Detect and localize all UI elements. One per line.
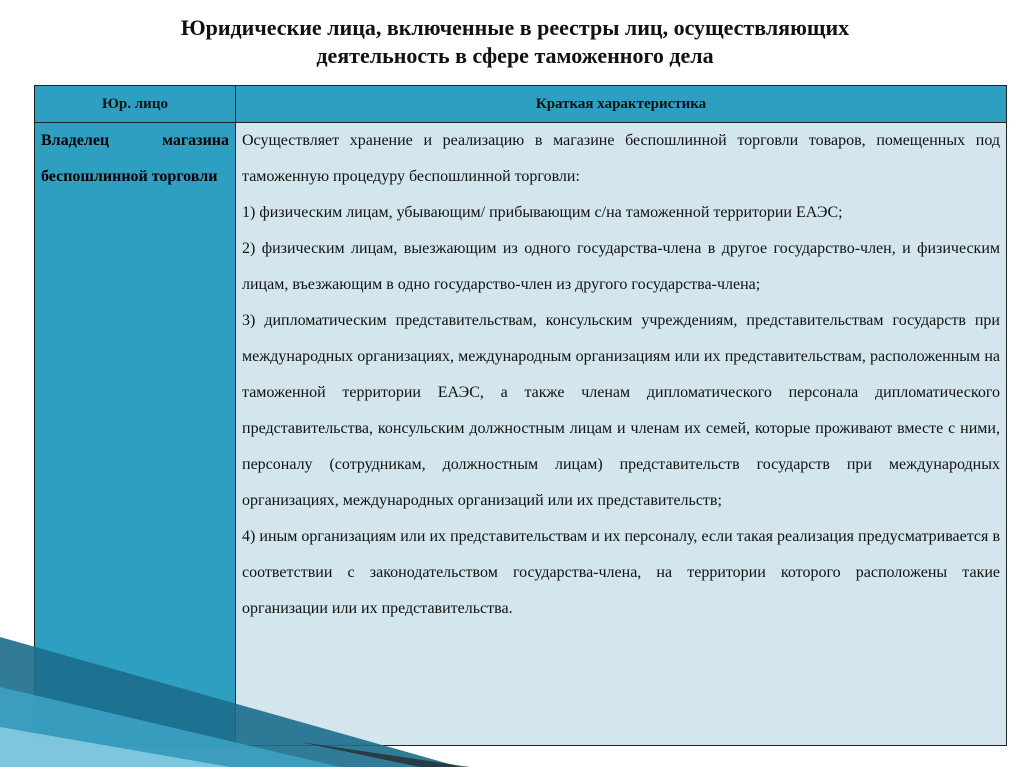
title-line-2: деятельность в сфере таможенного дела bbox=[316, 43, 714, 68]
title-line-1: Юридические лица, включенные в реестры лиц, осуществляющих bbox=[180, 15, 850, 40]
description-item-1: 1) физическим лицам, убывающим/ прибывающим с/на таможенной территории ЕАЭС; bbox=[242, 204, 843, 221]
description-item-4: 4) иным организациям или их представительствам и их персоналу, если такая реализация предусматривается в соответствии с законодательством государства-члена, на территории которого расположены такие организации или их представительства. bbox=[242, 528, 1000, 617]
table-row bbox=[35, 123, 1007, 746]
table-header-row bbox=[35, 86, 1007, 123]
header-entity: Юр. лицо bbox=[35, 86, 236, 123]
entity-cell: Владелец магазина беспошлинной торговли bbox=[35, 123, 236, 746]
description-item-3: 3) дипломатическим представительствам, консульским учреждениям, представительствам государств при международных организациях, международным организациям или их представительствам, расположенным на таможенной территории ЕАЭС, а также членам дипломатического персонала дипломатического представительства, консульским должностным лицам и членам их семей, которые проживают вместе с ними, персоналу (сотрудникам, должностным лицам) представительств государств при международных организациях, международных организаций или их представительств; bbox=[242, 312, 1000, 509]
description-item-2: 2) физическим лицам, выезжающим из одного государства-члена в другое государство-член, и физическим лицам, въезжающим в одно государство-член из другого государства-члена; bbox=[242, 240, 1000, 293]
description-intro: Осуществляет хранение и реализацию в магазине беспошлинной торговли товаров, помещенных под таможенную процедуру беспошлинной торговли: bbox=[242, 132, 1000, 185]
slide-title bbox=[60, 14, 970, 70]
header-description: Краткая характеристика bbox=[236, 86, 1007, 123]
description-cell bbox=[236, 123, 1007, 746]
info-table bbox=[34, 85, 1007, 746]
